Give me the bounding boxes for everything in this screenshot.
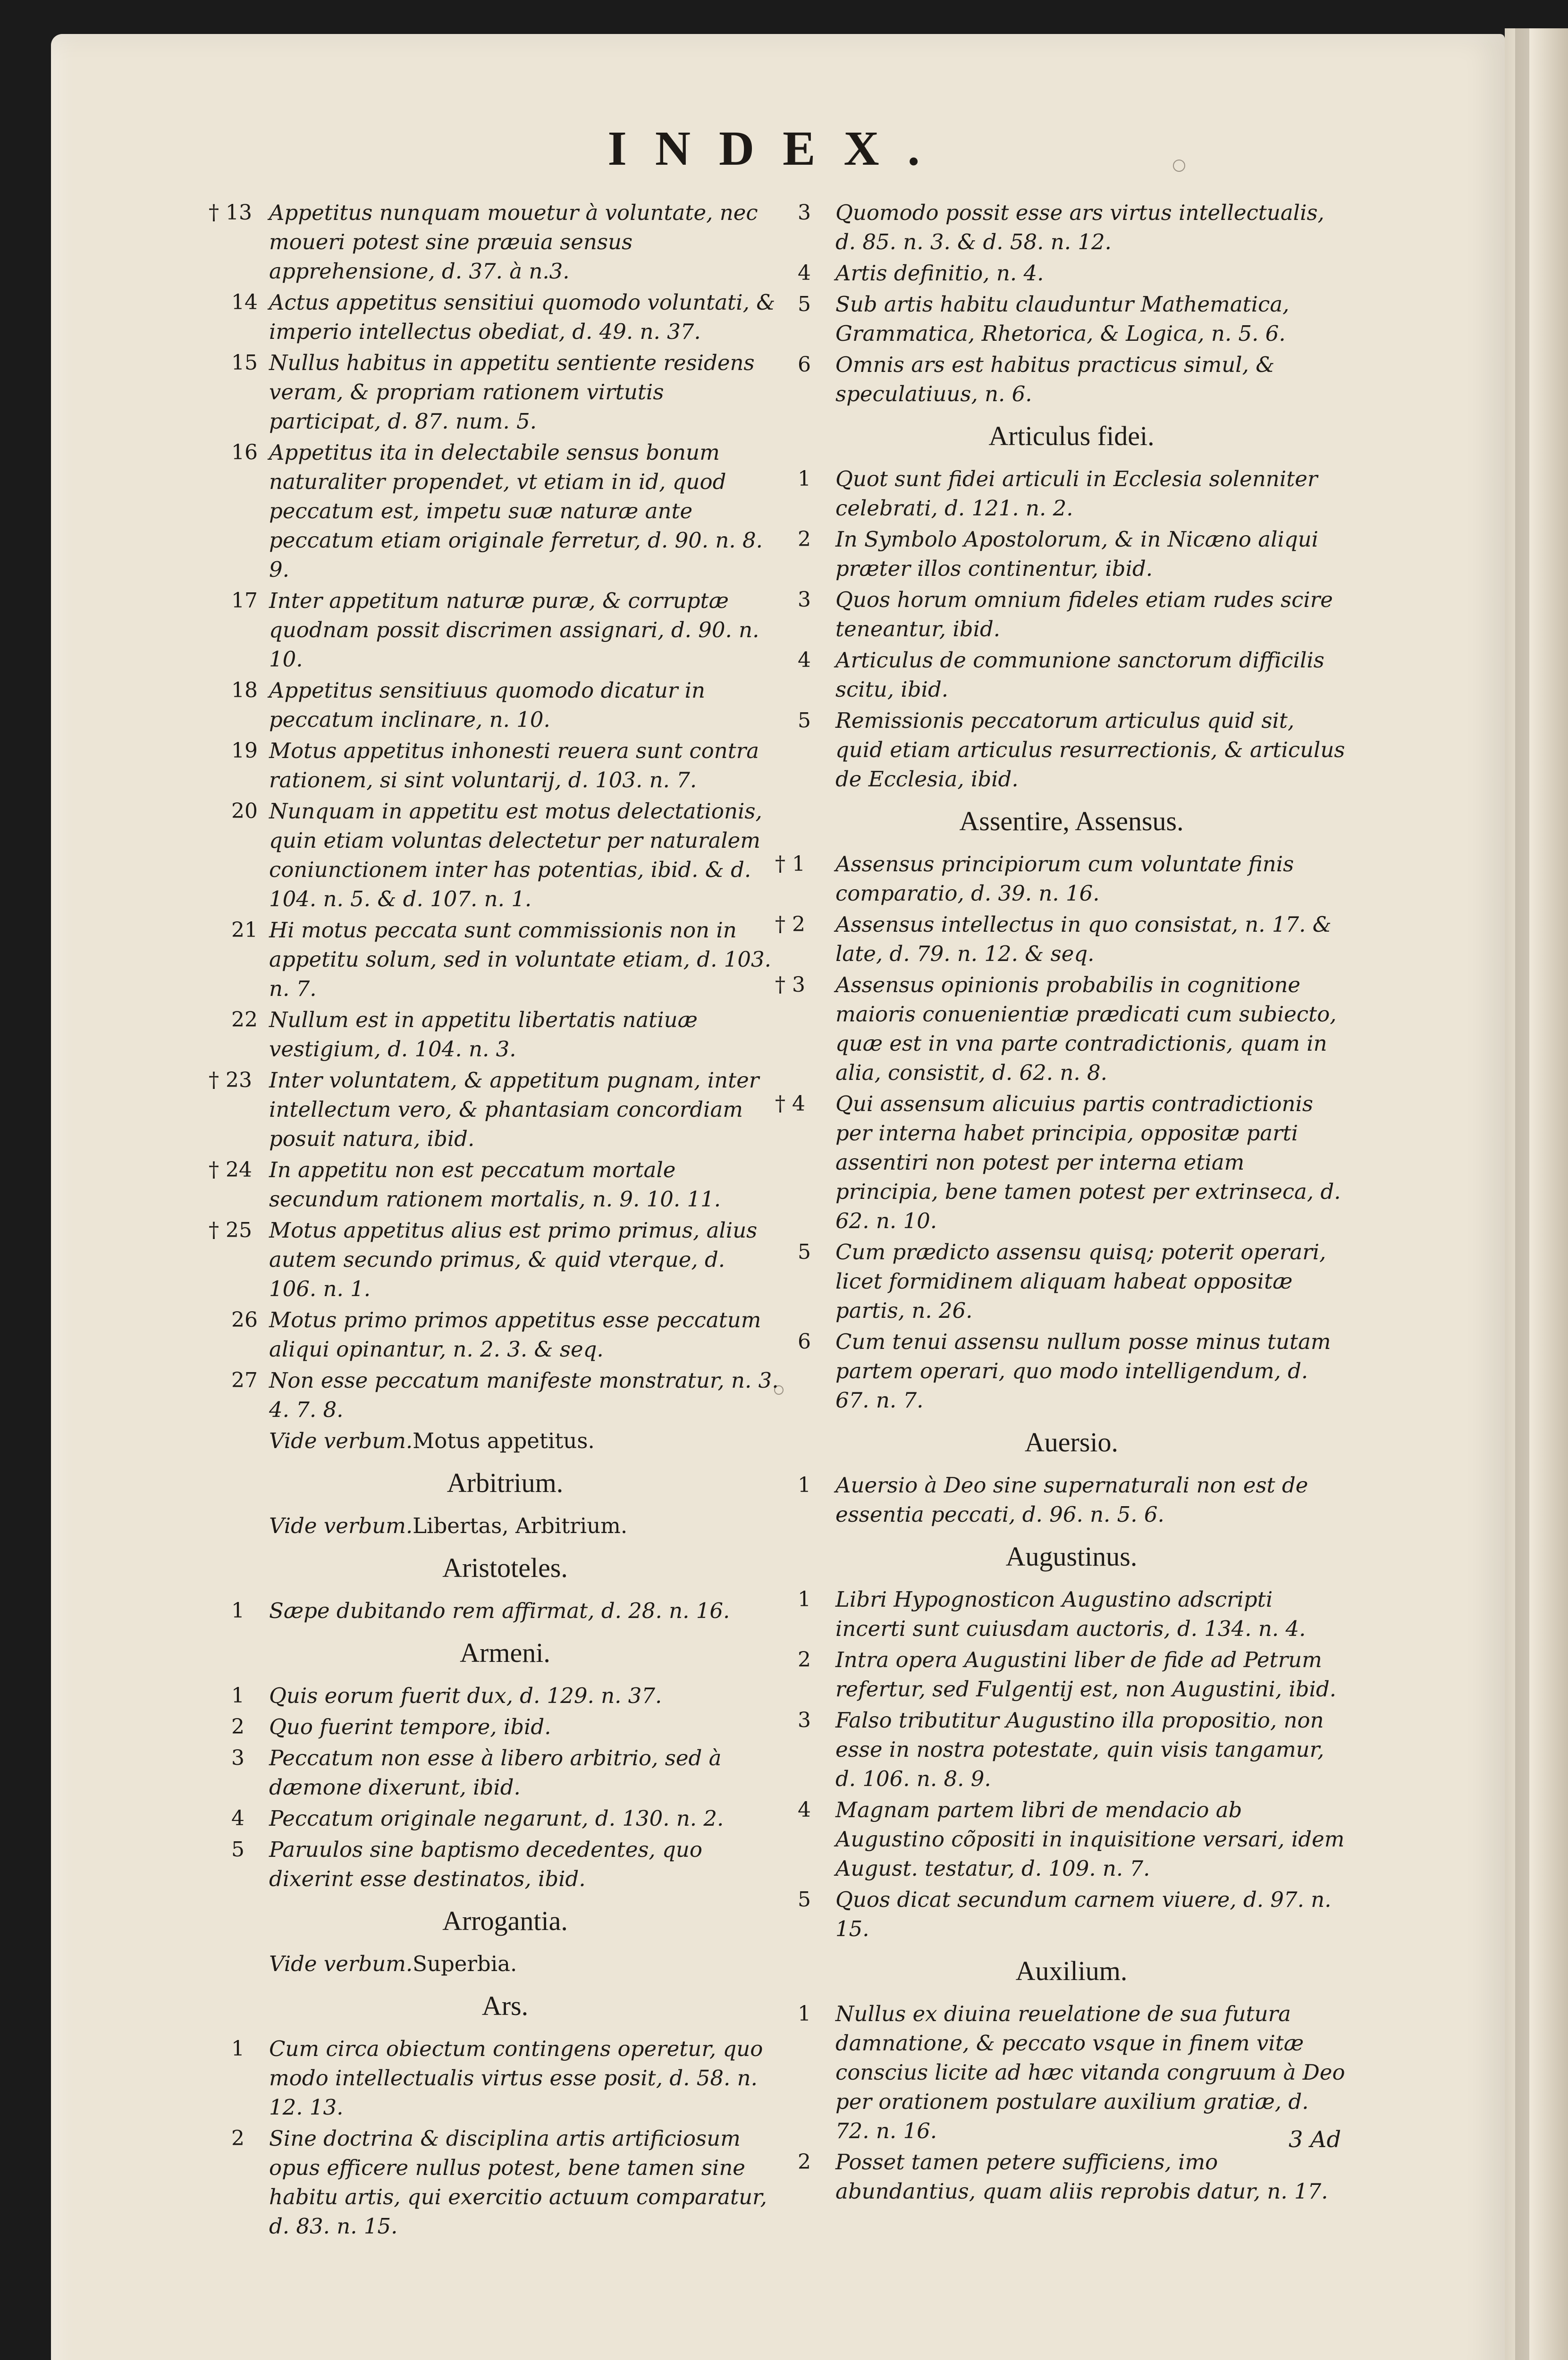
catchword: 3 Ad [1289, 2126, 1341, 2153]
index-column-left [209, 198, 779, 2243]
index-entry [231, 348, 779, 436]
index-entry [209, 1066, 779, 1154]
entry-number: † 4 [775, 1092, 805, 1116]
index-entry [775, 970, 1345, 1087]
entry-number: 1 [231, 1684, 244, 1708]
entry-text: Non esse peccatum manifeste monstratur, n. 3. 4. 7. 8. [269, 1368, 779, 1422]
index-entry [231, 1596, 779, 1626]
entry-text: Cum circa obiectum contingens operetur, quo modo intellectualis virtus esse posit, d. 58. n. 12. 13. [269, 2036, 763, 2120]
entry-text: Quos dicat secundum carnem viuere, d. 97. n. 15. [835, 1887, 1332, 1941]
entry-number: 20 [231, 799, 258, 823]
entry-number: 16 [231, 440, 258, 464]
index-heading: Articulus fidei. [988, 421, 1155, 451]
entry-number: 5 [798, 708, 811, 733]
entry-number: 27 [231, 1368, 258, 1392]
index-entry [231, 288, 779, 346]
entry-text: In appetitu non est peccatum mortale secundum rationem mortalis, n. 9. 10. 11. [269, 1157, 721, 1212]
entry-text: Cum tenui assensu nullum posse minus tutam partem operari, quo modo intelligendum, d. 67. n. 7. [835, 1329, 1331, 1413]
index-entry [798, 1585, 1345, 1644]
entry-number: 6 [798, 1330, 811, 1354]
entry-number: 19 [231, 739, 258, 763]
entry-text: Peccatum originale negarunt, d. 130. n. 2. [269, 1806, 724, 1831]
index-entry [798, 525, 1345, 583]
index-entry [231, 1712, 779, 1742]
index-entry [798, 350, 1345, 409]
entry-number: 2 [798, 2150, 811, 2174]
entry-text: Posset tamen petere sufficiens, imo abundantius, quam aliis reprobis datur, n. 17. [835, 2149, 1328, 2204]
index-entry [798, 198, 1345, 257]
entry-number: † 1 [775, 852, 805, 876]
index-entry [209, 1216, 779, 1304]
entry-text: Auersio à Deo sine supernaturali non est de essentia peccati, d. 96. n. 5. 6. [835, 1473, 1308, 1527]
entry-number: † 23 [209, 1068, 252, 1092]
index-entry [231, 676, 779, 734]
index-entry [798, 1885, 1345, 1944]
index-entry [231, 1835, 779, 1894]
see-also-prefix: Vide verbum. [269, 1951, 413, 1976]
entry-text: Quos horum omnium fideles etiam rudes scire teneantur, ibid. [835, 587, 1333, 641]
entry-number: 3 [798, 588, 811, 612]
entry-text: Motus appetitus inhonesti reuera sunt contra rationem, si sint voluntarij, d. 103. n. 7. [269, 738, 759, 792]
entry-text: Peccatum non esse à libero arbitrio, sed à dæmone dixerunt, ibid. [269, 1745, 722, 1800]
entry-number: † 13 [209, 201, 252, 225]
index-entry [231, 1005, 779, 1064]
entry-text: Cum prædicto assensu quisq; poterit operari, licet formidinem aliquam habeat oppositæ partis, n. 26. [835, 1239, 1326, 1323]
entry-text: Inter appetitum naturæ puræ, & corruptæ quodnam possit discrimen assignari, d. 90. n. 10. [269, 588, 759, 672]
index-entry [798, 1795, 1345, 1883]
entry-number: 3 [798, 1708, 811, 1732]
entry-number: † 24 [209, 1158, 252, 1182]
entry-text: Hi motus peccata sunt commissionis non in appetitu solum, sed in voluntate etiam, d. 103. n. 7. [269, 918, 771, 1001]
entry-number: 17 [231, 589, 258, 613]
entry-number: 1 [798, 2002, 811, 2026]
entry-text: In Symbolo Apostolorum, & in Nicæno aliqui præter illos continentur, ibid. [835, 527, 1319, 581]
index-entry [775, 1089, 1345, 1236]
see-also-target: Motus appetitus. [413, 1428, 595, 1453]
entry-text: Assensus opinionis probabilis in cognitione maioris conuenientiæ prædicati cum subiecto, quæ est in vna parte contradictionis, quam in alia, consistit, d. 62. n. 8. [835, 972, 1337, 1085]
index-entry [798, 1999, 1345, 2146]
index-entry [775, 910, 1345, 969]
index-entry [798, 290, 1345, 348]
entry-text: Actus appetitus sensitiui quomodo voluntati, & imperio intellectus obediat, d. 49. n. 37. [269, 290, 776, 344]
index-heading: Arbitrium. [447, 1467, 564, 1498]
index-entry [231, 736, 779, 795]
index-entry [798, 706, 1345, 794]
entry-text: Magnam partem libri de mendacio ab Augustino cõpositi in inquisitione versari, idem August. testatur, d. 109. n. 7. [835, 1797, 1345, 1881]
index-entry [775, 850, 1345, 908]
see-also-target: Libertas, Arbitrium. [413, 1513, 628, 1538]
entry-text: Motus appetitus alius est primo primus, alius autem secundo primus, & quid vterque, d. 106. n. 1. [269, 1218, 758, 1301]
entry-text: Appetitus sensitiuus quomodo dicatur in peccatum inclinare, n. 10. [269, 678, 706, 732]
entry-number: 2 [798, 527, 811, 551]
entry-number: 21 [231, 918, 258, 942]
see-also-prefix: Vide verbum. [269, 1428, 413, 1453]
entry-number: 2 [231, 1715, 244, 1739]
entry-number: 2 [798, 1648, 811, 1672]
entry-number: 26 [231, 1308, 258, 1332]
entry-number: 4 [798, 261, 811, 285]
entry-text: Quis eorum fuerit dux, d. 129. n. 37. [269, 1683, 662, 1708]
index-entry [798, 464, 1345, 523]
index-entry [798, 2148, 1345, 2206]
index-entry [231, 1744, 779, 1802]
entry-number: 22 [231, 1008, 258, 1032]
index-entry [798, 1645, 1345, 1704]
index-heading: Auxilium. [1015, 1955, 1128, 1986]
entry-text: Falso tributitur Augustino illa propositio, non esse in nostra potestate, quin visis tangamur, d. 106. n. 8. 9. [835, 1708, 1324, 1791]
entry-number: 5 [798, 292, 811, 316]
index-entry [798, 1471, 1345, 1529]
index-entry [209, 198, 779, 286]
index-entry [798, 585, 1345, 644]
entry-text: Libri Hypognosticon Augustino adscripti incerti sunt cuiusdam auctoris, d. 134. n. 4. [835, 1587, 1306, 1641]
index-entry [231, 916, 779, 1003]
entry-text: Nunquam in appetitu est motus delectationis, quin etiam voluntas delectetur per naturalem coniunctionem inter has potentias, ibid. & d. 104. n. 5. & d. 107. n. 1. [269, 799, 762, 911]
index-entry [231, 2124, 779, 2241]
entry-number: 6 [798, 353, 811, 377]
index-column-right [775, 198, 1345, 2208]
index-heading: Arrogantia. [442, 1905, 568, 1936]
see-also-note [231, 1511, 779, 1541]
entry-text: Sæpe dubitando rem affirmat, d. 28. n. 16. [269, 1598, 730, 1623]
index-heading: Augustinus. [1005, 1541, 1138, 1572]
see-also-target: Superbia. [413, 1951, 517, 1976]
entry-number: † 2 [775, 912, 805, 936]
index-entry [231, 1306, 779, 1364]
entry-number: 3 [798, 201, 811, 225]
entry-text: Quomodo possit esse ars virtus intellectualis, d. 85. n. 3. & d. 58. n. 12. [835, 200, 1324, 254]
index-entry [798, 259, 1345, 288]
entry-number: 1 [798, 1473, 811, 1497]
entry-text: Sub artis habitu clauduntur Mathematica, Grammatica, Rhetorica, & Logica, n. 5. 6. [835, 292, 1290, 346]
index-entry [231, 797, 779, 914]
entry-text: Quot sunt fidei articuli in Ecclesia solenniter celebrati, d. 121. n. 2. [835, 466, 1318, 521]
entry-number: † 25 [209, 1218, 252, 1242]
entry-text: Motus primo primos appetitus esse peccatum aliqui opinantur, n. 2. 3. & seq. [269, 1307, 761, 1362]
index-entry [798, 1238, 1345, 1325]
entry-number: 5 [231, 1837, 244, 1862]
entry-text: Nullum est in appetitu libertatis natiuæ vestigium, d. 104. n. 3. [269, 1007, 698, 1062]
entry-number: 1 [231, 1599, 244, 1623]
index-entry [798, 646, 1345, 704]
index-entry [231, 1804, 779, 1833]
entry-number: 18 [231, 678, 258, 702]
index-entry [209, 1155, 779, 1214]
index-heading: Armeni. [460, 1637, 550, 1668]
entry-text: Paruulos sine baptismo decedentes, quo dixerint esse destinatos, ibid. [269, 1837, 702, 1891]
entry-number: 4 [798, 648, 811, 672]
index-entry [231, 1681, 779, 1711]
index-heading: Assentire, Assensus. [959, 806, 1184, 836]
entry-text: Assensus intellectus in quo consistat, n. 17. & late, d. 79. n. 12. & seq. [835, 912, 1332, 966]
index-heading: Aristoteles. [442, 1552, 568, 1583]
entry-number: 1 [798, 1587, 811, 1611]
entry-number: 2 [231, 2126, 244, 2150]
index-entry [231, 438, 779, 584]
see-also-note [231, 1949, 779, 1979]
index-entry [231, 2034, 779, 2122]
entry-text: Qui assensum alicuius partis contradictionis per interna habet principia, oppositæ parti assentiri non potest per interna etiam principia, bene tamen potest per extrinseca, d. 62. n. 10. [835, 1091, 1341, 1233]
entry-number: 1 [231, 2037, 244, 2061]
index-entry [231, 586, 779, 674]
entry-text: Assensus principiorum cum voluntate finis comparatio, d. 39. n. 16. [835, 851, 1294, 906]
entry-text: Appetitus ita in delectabile sensus bonum naturaliter propendet, vt etiam in id, quod peccatum est, impetu suæ naturæ ante peccatum etiam originale ferretur, d. 90. n. 8. 9. [269, 440, 763, 582]
page-header: INDEX. [607, 121, 948, 176]
entry-text: Nullus ex diuina reuelatione de sua futura damnatione, & peccato vsque in finem vitæ conscius licite ad hæc vitanda congruum à Deo per orationem postulare auxilium gratiæ, d. 72. n. 16. [835, 2001, 1345, 2143]
see-also-note [231, 1426, 779, 1456]
entry-text: Nullus habitus in appetitu sentiente residens veram, & propriam rationem virtutis participat, d. 87. num. 5. [269, 350, 755, 434]
entry-number: 4 [231, 1806, 244, 1830]
entry-text: Quo fuerint tempore, ibid. [269, 1714, 551, 1739]
entry-number: 1 [798, 467, 811, 491]
index-entry [798, 1327, 1345, 1415]
index-heading: Ars. [481, 1990, 529, 2021]
index-entry [798, 1706, 1345, 1794]
entry-text: Omnis ars est habitus practicus simul, & speculatiuus, n. 6. [835, 352, 1275, 406]
see-also-prefix: Vide verbum. [269, 1513, 413, 1538]
index-heading: Auersio. [1024, 1427, 1119, 1458]
book-spine [1505, 28, 1568, 2360]
entry-text: Sine doctrina & disciplina artis artificiosum opus efficere nullus potest, bene tamen sine habitu artis, qui exercitio actuum comparatur, d. 83. n. 15. [269, 2126, 767, 2239]
entry-text: Appetitus nunquam mouetur à voluntate, nec moueri potest sine præuia sensus apprehensione, d. 37. à n.3. [269, 200, 758, 284]
entry-text: Artis definitio, n. 4. [835, 261, 1044, 286]
entry-number: 15 [231, 351, 258, 375]
entry-number: 14 [231, 290, 258, 314]
entry-text: Remissionis peccatorum articulus quid sit, quid etiam articulus resurrectionis, & articulus de Ecclesia, ibid. [835, 708, 1345, 792]
entry-text: Articulus de communione sanctorum difficilis scitu, ibid. [835, 648, 1324, 702]
entry-text: Inter voluntatem, & appetitum pugnam, inter intellectum vero, & phantasiam concordiam posuit natura, ibid. [269, 1068, 759, 1151]
entry-number: 5 [798, 1888, 811, 1912]
entry-text: Intra opera Augustini liber de fide ad Petrum refertur, sed Fulgentij est, non Augustini, ibid. [835, 1647, 1337, 1702]
entry-number: 4 [798, 1798, 811, 1822]
index-entry [231, 1366, 779, 1424]
spine-shadow [1515, 28, 1529, 2360]
entry-number: 5 [798, 1240, 811, 1264]
entry-number: 3 [231, 1746, 244, 1770]
entry-number: † 3 [775, 973, 805, 997]
